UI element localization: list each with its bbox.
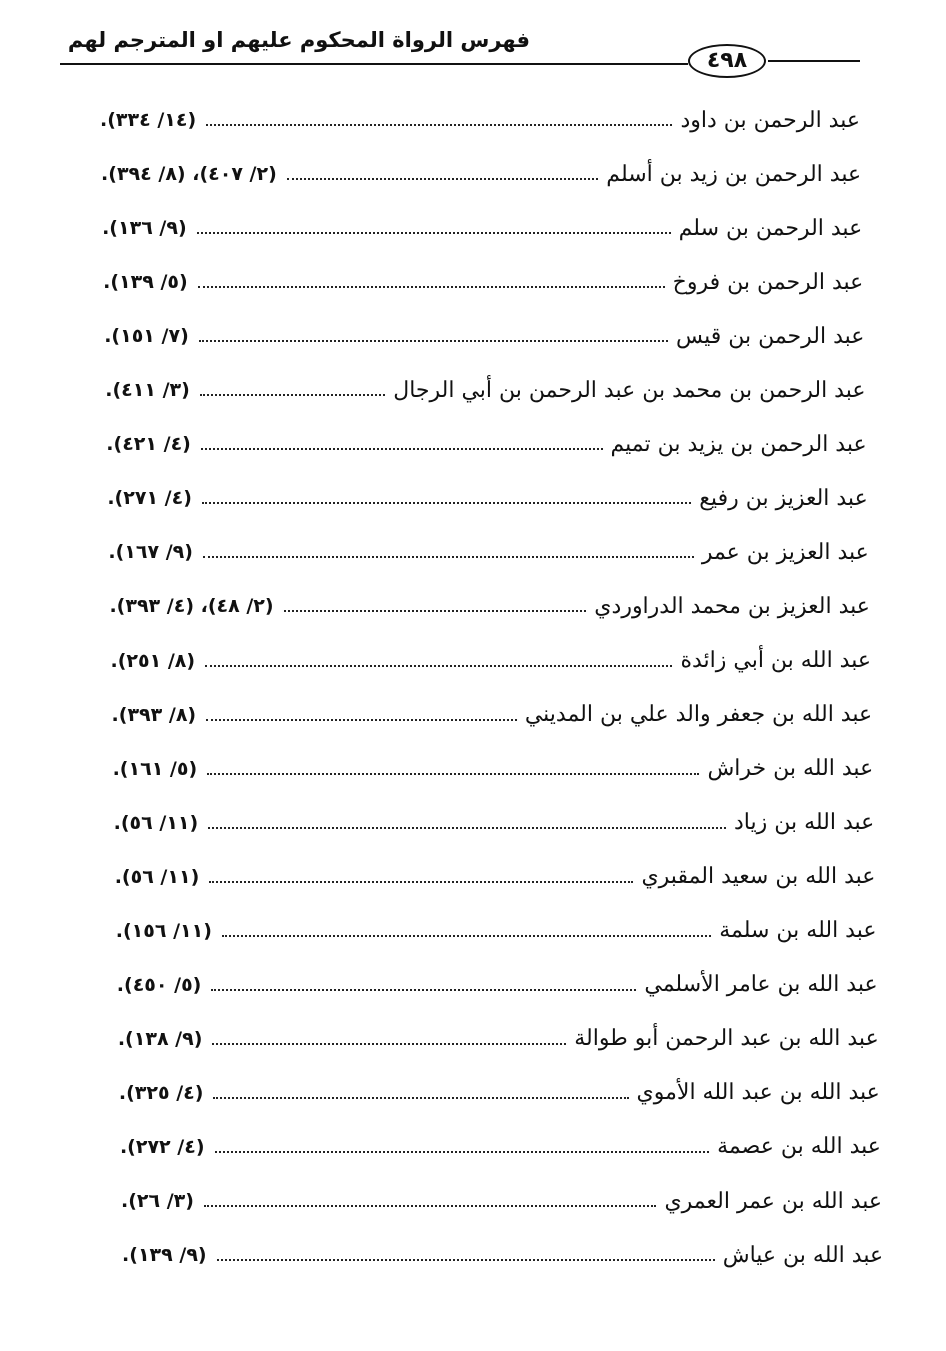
entry-name: عبد الرحمن بن محمد بن عبد الرحمن بن أبي الرجال — [393, 377, 866, 403]
index-entry — [121, 1181, 882, 1221]
dot-leader — [284, 610, 587, 612]
entry-reference: (٩/ ١٦٧). — [108, 541, 193, 564]
dot-leader — [217, 1259, 715, 1261]
index-entry — [116, 911, 877, 951]
entry-reference: (٩/ ١٣٨). — [117, 1027, 203, 1050]
dot-leader — [201, 448, 603, 450]
entry-name: عبد العزيز بن رفيع — [699, 485, 868, 511]
dot-leader — [199, 340, 668, 342]
header-title: فهرس الرواة المحكوم عليهم او المترجم لهم — [67, 28, 530, 52]
entry-name: عبد العزيز بن عمر — [701, 539, 869, 565]
dot-leader — [203, 556, 694, 558]
dot-leader — [200, 394, 385, 396]
index-entry — [104, 316, 864, 356]
index-entry — [101, 154, 861, 194]
dot-leader — [213, 1097, 628, 1099]
entry-reference: (٤/ ٣٢٥). — [118, 1081, 204, 1104]
entry-name: عبد الرحمن بن قيس — [676, 323, 865, 349]
index-entry — [122, 1235, 883, 1275]
entry-reference: (٤/ ٢٧٢). — [119, 1135, 205, 1158]
dot-leader — [215, 1151, 710, 1153]
dot-leader — [197, 232, 671, 234]
dot-leader — [198, 286, 665, 288]
index-entry — [102, 208, 862, 248]
entry-reference: (٥/ ١٦١). — [112, 757, 198, 780]
index-entry — [119, 1073, 880, 1113]
entry-name: عبد الله بن عامر الأسلمي — [644, 972, 878, 998]
dot-leader — [207, 773, 699, 775]
index-entry — [118, 1019, 879, 1059]
index-entry — [115, 857, 876, 897]
dot-leader — [211, 989, 636, 991]
dot-leader — [209, 881, 633, 883]
entry-name: عبد الرحمن بن يزيد بن تميم — [610, 431, 867, 457]
index-entry — [120, 1127, 881, 1167]
entry-reference: (٤/ ٢٧١). — [107, 487, 192, 510]
entry-name: عبد الله بن جعفر والد علي بن المديني — [524, 702, 873, 728]
entry-name: عبد الله بن أبي زائدة — [680, 648, 871, 673]
entry-name: عبد الرحمن بن فروخ — [672, 269, 864, 295]
entry-reference: (٥/ ٤٥٠). — [116, 973, 202, 996]
entry-name: عبد الرحمن بن سلم — [678, 215, 863, 241]
dot-leader — [202, 502, 691, 504]
index-entry — [117, 965, 878, 1005]
entry-name: عبد الله بن عبد الرحمن أبو طوالة — [574, 1026, 879, 1052]
index-entry — [105, 370, 865, 410]
index-entry — [107, 478, 867, 518]
dot-leader — [206, 719, 517, 721]
dot-leader — [287, 178, 599, 180]
index-entry — [103, 262, 863, 302]
entry-name: عبد الله بن سعيد المقبري — [641, 864, 876, 890]
dot-leader — [212, 1043, 566, 1045]
index-entry — [114, 803, 875, 843]
entry-reference: (٢/ ٤٨)، (٤/ ٣٩٣). — [109, 595, 274, 618]
entry-name: عبد الله بن عبد الله الأموي — [636, 1080, 880, 1106]
entry-reference: (٨/ ٣٩٣). — [111, 703, 197, 726]
dot-leader — [206, 124, 672, 126]
dot-leader — [208, 827, 726, 829]
index-entry — [108, 532, 868, 572]
index-entry — [111, 641, 872, 681]
index-entry — [100, 100, 860, 140]
entry-name: عبد العزيز بن محمد الدراوردي — [594, 593, 870, 619]
entry-name: عبد الله بن عصمة — [717, 1134, 881, 1160]
page-number: ٤٩٨ — [688, 44, 766, 78]
dot-leader — [205, 665, 672, 667]
entry-name: عبد الله بن عياش — [722, 1242, 884, 1268]
entry-reference: (١١/ ١٥٦). — [115, 919, 212, 942]
dot-leader — [222, 935, 711, 937]
entry-reference: (١١/ ٥٦). — [113, 811, 199, 834]
index-entry — [109, 586, 869, 626]
entry-reference: (١١/ ٥٦). — [114, 865, 200, 888]
entry-name: عبد الرحمن بن داود — [680, 107, 860, 133]
entry-reference: (٨/ ٢٥١). — [110, 649, 196, 672]
entry-name: عبد الله بن سلمة — [719, 918, 877, 944]
dot-leader — [204, 1205, 656, 1207]
entry-name: عبد الله بن خراش — [707, 756, 874, 782]
entry-name: عبد الله بن عمر العمري — [664, 1188, 882, 1214]
index-entry — [112, 695, 873, 735]
entry-reference: (٥/ ١٣٩). — [103, 271, 188, 294]
entry-reference: (٩/ ١٣٩). — [122, 1244, 207, 1267]
index-entry — [113, 749, 874, 789]
entry-reference: (٧/ ١٥١). — [104, 325, 189, 348]
entry-name: عبد الله بن زياد — [734, 810, 875, 836]
entry-reference: (١٤/ ٣٣٤). — [100, 109, 197, 131]
entry-reference: (٤/ ٤٢١). — [106, 433, 191, 456]
entry-reference: (٩/ ١٣٦). — [102, 217, 187, 240]
entry-name: عبد الرحمن بن زيد بن أسلم — [606, 161, 862, 187]
entry-reference: (٣/ ٢٦). — [121, 1190, 194, 1212]
entry-reference: (٣/ ٤١١). — [105, 379, 190, 402]
entry-reference: (٢/ ٤٠٧)، (٨/ ٣٩٤). — [101, 163, 277, 186]
index-entry — [106, 424, 866, 464]
